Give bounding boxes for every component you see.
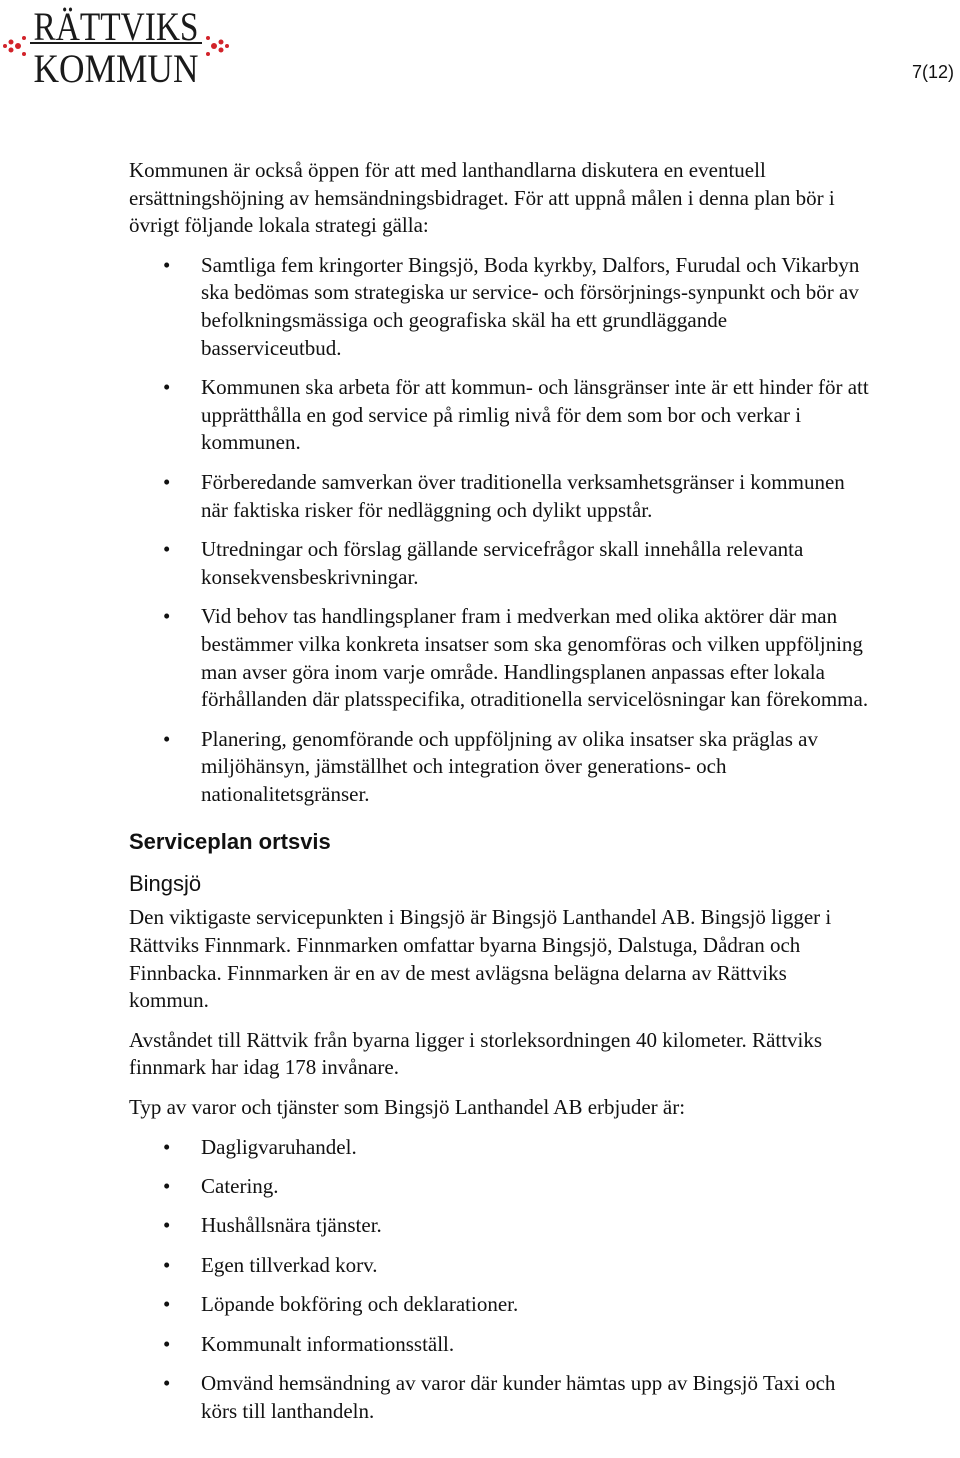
service-item: • Catering. [201, 1173, 869, 1201]
services-list [129, 1134, 869, 1426]
bullet-icon: • [163, 1174, 171, 1199]
bullet-icon: • [163, 1213, 171, 1238]
strategy-item: • Samtliga fem kringorter Bingsjö, Boda kyrkby, Dalfors, Furudal och Vikarbyn ska bedömas som strategiska ur service- och försörjnings-synpunkt och bör av befolkningsmässiga och geografiska skäl ha ett grundläggande basserviceutbud. [163, 252, 860, 360]
logo-left-flower-icon [3, 36, 26, 56]
bullet-icon: • [163, 1331, 171, 1356]
bullet-icon: • [163, 604, 171, 629]
strategy-item: • Planering, genomförande och uppföljning av olika insatser ska präglas av miljöhänsyn, jämställhet och integration över generations- och nationalitetsgränser. [163, 726, 818, 806]
bullet-icon: • [163, 469, 171, 494]
strategy-list [129, 252, 869, 809]
service-item: • Dagligvaruhandel. [201, 1134, 869, 1162]
logo-line2: KOMMUN [33, 46, 199, 88]
bingsjo-paragraph: Typ av varor och tjänster som Bingsjö Lanthandel AB erbjuder är: [129, 1095, 686, 1120]
service-item: • Omvänd hemsändning av varor där kunder hämtas upp av Bingsjö Taxi och körs till lanthandeln. [163, 1370, 836, 1423]
bingsjo-paragraph: Avståndet till Rättvik från byarna ligger i storleksordningen 40 kilometer. Rättviks finnmark har idag 178 invånare. [129, 1027, 823, 1080]
strategy-item: • Förberedande samverkan över traditionella verksamhetsgränser i kommunen när faktiska risker för nedläggning och dylikt uppstår. [163, 469, 845, 522]
bullet-icon: • [163, 726, 171, 751]
document-body [129, 157, 869, 1437]
strategy-item: • Vid behov tas handlingsplaner fram i medverkan med olika aktörer där man bestämmer vilka konkreta insatser som ska genomföras och vilken uppföljning man avser göra inom varje område. Handlingsplanen anpassas efter lokala förhållanden där platsspecifika, otraditionella servicelösningar kan förekomma. [163, 604, 869, 712]
bingsjo-paragraph: Den viktigaste servicepunkten i Bingsjö är Bingsjö Lanthandel AB. Bingsjö ligger i Rättviks Finnmark. Finnmarken omfattar byarna Bingsjö, Dalstuga, Dådran och Finnbacka. Finnmarken är en av de mest avlägsna belägna delarna av Rättviks kommun. [129, 905, 832, 1013]
service-item: • Egen tillverkad korv. [201, 1252, 869, 1280]
bullet-icon: • [163, 375, 171, 400]
strategy-item: • Utredningar och förslag gällande servicefrågor skall innehålla relevanta konsekvensbeskrivningar. [163, 537, 804, 589]
bullet-icon: • [163, 252, 171, 277]
service-item: • Kommunalt informationsställ. [201, 1331, 869, 1359]
strategy-item: • Kommunen ska arbeta för att kommun- och länsgränser inte är ett hinder för att upprätthålla en god service på rimlig nivå för dem som bor och verkar i kommunen. [163, 375, 869, 455]
service-item: • Löpande bokföring och deklarationer. [201, 1291, 869, 1319]
bullet-icon: • [163, 1252, 171, 1277]
service-item: • Hushållsnära tjänster. [201, 1212, 869, 1240]
intro-paragraph: Kommunen är också öppen för att med lanthandlarna diskutera en eventuell ersättningshöjning av hemsändningsbidraget. För att uppnå målen i denna plan bör i övrigt följande lokala strategi gälla: [129, 158, 835, 238]
bullet-icon: • [163, 1134, 171, 1159]
page-number: 7(12) [911, 62, 954, 82]
logo-line1: RÄTTVIKS [33, 4, 199, 49]
bullet-icon: • [163, 1370, 171, 1395]
bullet-icon: • [163, 1292, 171, 1317]
bullet-icon: • [163, 537, 171, 562]
rattviks-kommun-logo [2, 2, 230, 88]
subsection-heading: Bingsjö [129, 871, 202, 897]
section-heading: Serviceplan ortsvis [129, 829, 331, 855]
logo-right-flower-icon [206, 36, 229, 56]
